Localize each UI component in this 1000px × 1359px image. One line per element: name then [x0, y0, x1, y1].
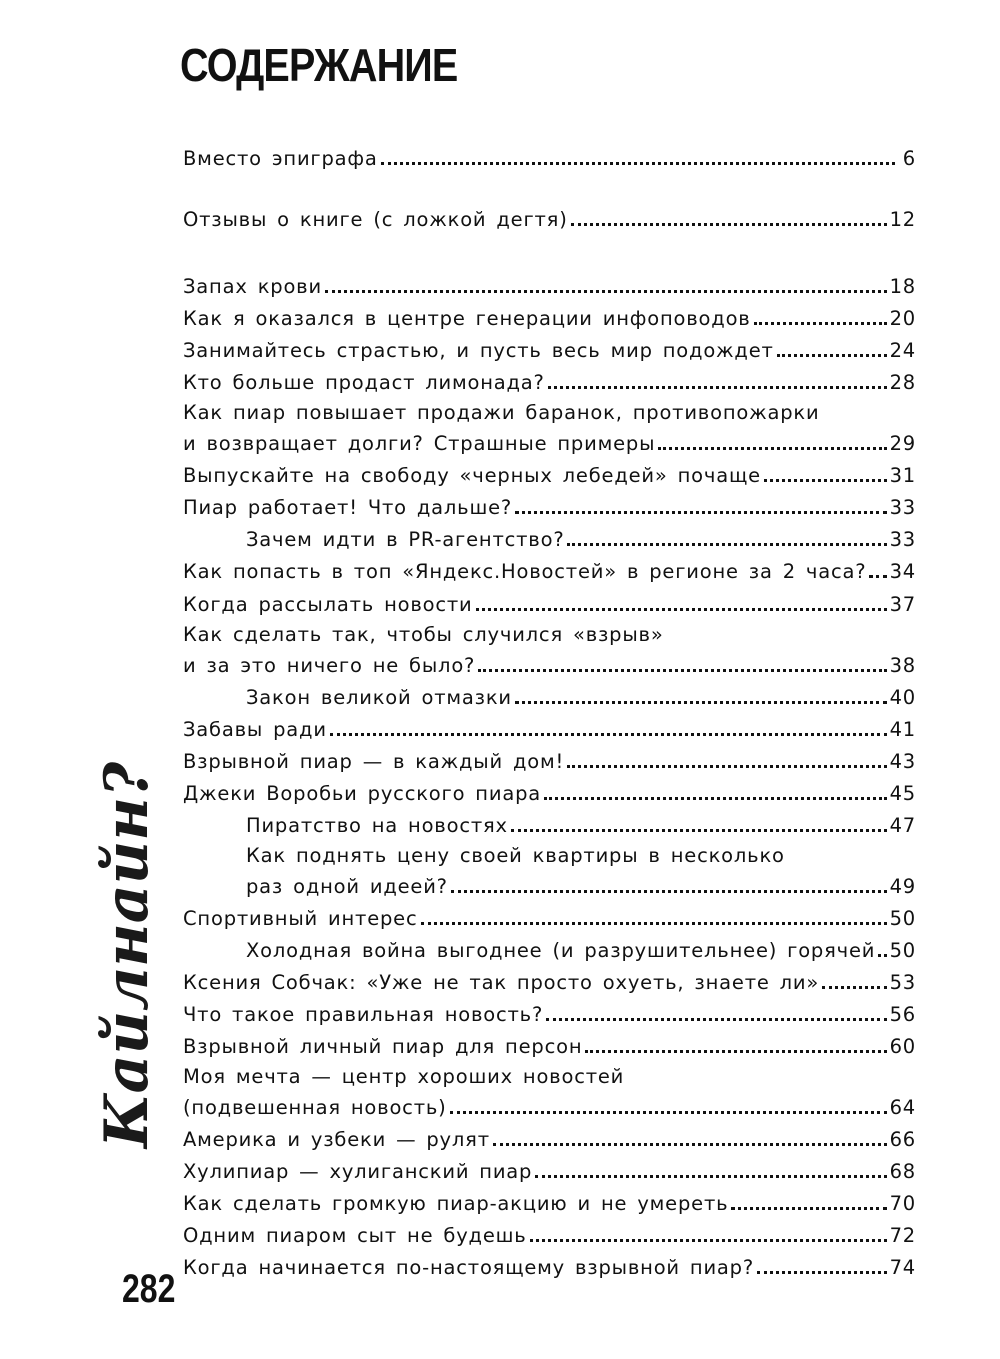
toc-subentry[interactable] — [246, 519, 916, 551]
dot-leader — [822, 986, 886, 989]
toc-entry[interactable] — [183, 330, 916, 362]
toc-entry-title: Спортивный интерес — [183, 907, 418, 930]
toc-entry-title: Забавы ради — [183, 718, 327, 741]
dot-leader — [878, 954, 886, 957]
toc-entry[interactable] — [183, 898, 916, 930]
dot-leader — [476, 608, 887, 611]
toc-entry[interactable] — [183, 1119, 916, 1151]
toc-entry-page: 41 — [889, 718, 916, 741]
toc-entry-page: 72 — [889, 1224, 916, 1247]
toc-entry-page: 50 — [889, 907, 916, 930]
dot-leader — [764, 479, 887, 482]
toc-entry-title: раз одной идеей? — [246, 875, 448, 898]
toc-entry-page: 40 — [889, 686, 916, 709]
dot-leader — [548, 386, 887, 389]
toc-entry-title: Как я оказался в центре генерации инфоповодов — [183, 307, 751, 330]
toc-entry-page: 50 — [889, 939, 916, 962]
dot-leader — [567, 765, 886, 768]
toc-entry[interactable] — [183, 1183, 916, 1215]
dot-leader — [777, 354, 887, 357]
toc-entry-page: 64 — [889, 1096, 916, 1119]
toc-entry-title: (подвешенная новость) — [183, 1096, 447, 1119]
toc-entry-title: Закон великой отмазки — [246, 686, 512, 709]
toc-entry-page: 33 — [889, 528, 916, 551]
dot-leader — [869, 575, 886, 578]
toc-entry[interactable] — [183, 1247, 916, 1279]
toc-entry-page: 53 — [889, 971, 916, 994]
toc-subentry[interactable] — [246, 805, 916, 837]
toc-entry-page: 38 — [889, 654, 916, 677]
toc-entry-page: 24 — [889, 339, 916, 362]
toc-entry-page: 56 — [889, 1003, 916, 1026]
toc-entry[interactable] — [183, 455, 916, 487]
dot-leader — [478, 669, 886, 672]
book-side-title: Кайлнайн? — [92, 761, 162, 1148]
toc-entry-page: 12 — [889, 208, 916, 231]
toc-entry-page: 43 — [889, 750, 916, 773]
toc-entry-page: 47 — [889, 814, 916, 837]
toc-entry-page: 68 — [889, 1160, 916, 1183]
toc-entry-title: Отзывы о книге (с ложкой дегтя) — [183, 208, 568, 231]
toc-entry-title: Джеки Воробьи русского пиара — [183, 782, 541, 805]
toc-entry-title: Запах крови — [183, 275, 322, 298]
page-title: СОДЕРЖАНИЕ — [180, 39, 458, 91]
toc-entry-page: 74 — [889, 1256, 916, 1279]
toc-entry[interactable] — [183, 423, 916, 455]
toc-subentry[interactable] — [246, 677, 916, 709]
toc-entry-page: 37 — [889, 593, 916, 616]
toc-entry[interactable] — [183, 487, 916, 519]
toc-entry[interactable] — [183, 1026, 916, 1058]
toc-entry-title-line1: Как поднять цену своей квартиры в несколько — [246, 844, 785, 867]
dot-leader — [515, 511, 887, 514]
toc-entry-title: Занимайтесь страстью, и пусть весь мир подождет — [183, 339, 774, 362]
toc-entry[interactable] — [183, 773, 916, 805]
dot-leader — [530, 1239, 887, 1242]
dot-leader — [757, 1271, 887, 1274]
dot-leader — [515, 701, 887, 704]
toc-entry[interactable] — [183, 645, 916, 677]
toc-entry-title: Выпускайте на свободу «черных лебедей» почаще — [183, 464, 761, 487]
toc-entry[interactable] — [183, 266, 916, 298]
toc-entry-title: Когда рассылать новости — [183, 593, 473, 616]
toc-entry[interactable] — [183, 138, 916, 170]
toc-entry-title: Пиратство на новостях — [246, 814, 508, 837]
toc-entry[interactable] — [183, 1215, 916, 1247]
toc-entry-title: Что такое правильная новость? — [183, 1003, 544, 1026]
toc-subentry[interactable] — [246, 866, 916, 898]
toc-entry-title: и возвращает долги? Страшные примеры — [183, 432, 656, 455]
dot-leader — [535, 1175, 886, 1178]
dot-leader — [567, 543, 886, 546]
toc-entry-title: и за это ничего не было? — [183, 654, 476, 677]
toc-entry-page: 66 — [889, 1128, 916, 1151]
dot-leader — [544, 797, 887, 800]
toc-entry[interactable] — [183, 298, 916, 330]
toc-entry[interactable] — [183, 709, 916, 741]
toc-entry-page: 33 — [889, 496, 916, 519]
toc-entry[interactable] — [183, 994, 916, 1026]
toc-entry-title: Вместо эпиграфа — [183, 147, 378, 170]
toc-entry-title: Когда начинается по-настоящему взрывной пиар? — [183, 1256, 754, 1279]
toc-entry-page: 18 — [889, 275, 916, 298]
dot-leader — [658, 447, 886, 450]
toc-entry-title-line1: Как пиар повышает продажи баранок, противопожарки — [183, 401, 820, 424]
toc-entry-title: Пиар работает! Что дальше? — [183, 496, 513, 519]
dot-leader — [754, 322, 887, 325]
toc-entry[interactable] — [183, 741, 916, 773]
toc-entry-page: 29 — [889, 432, 916, 455]
dot-leader — [330, 733, 887, 736]
toc-entry[interactable] — [183, 1151, 916, 1183]
toc-entry-title: Взрывной личный пиар для персон — [183, 1035, 583, 1058]
toc-entry-page: 6 — [902, 147, 916, 170]
dot-leader — [585, 1050, 886, 1053]
dot-leader — [450, 1111, 887, 1114]
toc-entry[interactable] — [183, 584, 916, 616]
toc-entry[interactable] — [183, 362, 916, 394]
dot-leader — [571, 223, 887, 226]
toc-entry-title: Ксения Собчак: «Уже не так просто охуеть, знаете ли» — [183, 971, 820, 994]
toc-entry-page: 34 — [889, 560, 916, 583]
toc-entry-title: Как попасть в топ «Яндекс.Новостей» в регионе за 2 часа? — [183, 560, 867, 583]
dot-leader — [546, 1018, 886, 1021]
toc-entry-page: 70 — [889, 1192, 916, 1215]
toc-entry-title: Зачем идти в PR-агентство? — [246, 528, 565, 551]
toc-entry-title-line1: Как сделать так, чтобы случился «взрыв» — [183, 623, 664, 646]
dot-leader — [421, 922, 887, 925]
toc-entry-page: 31 — [889, 464, 916, 487]
page-number: 282 — [122, 1267, 176, 1311]
toc-entry-title: Как сделать громкую пиар-акцию и не умереть — [183, 1192, 729, 1215]
toc-entry-page: 60 — [889, 1035, 916, 1058]
toc-entry-title: Взрывной пиар — в каждый дом! — [183, 750, 565, 773]
toc-entry-page: 45 — [889, 782, 916, 805]
dot-leader — [493, 1143, 887, 1146]
toc-entry-title: Хулипиар — хулиганский пиар — [183, 1160, 533, 1183]
toc-entry-page: 28 — [889, 371, 916, 394]
dot-leader — [325, 290, 887, 293]
toc-entry-title: Холодная война выгоднее (и разрушительнее) горячей — [246, 939, 876, 962]
toc-subentry[interactable] — [246, 930, 916, 962]
toc-entry[interactable] — [183, 551, 916, 583]
dot-leader — [511, 829, 887, 832]
dot-leader — [381, 162, 895, 165]
dot-leader — [731, 1207, 886, 1210]
dot-leader — [451, 890, 887, 893]
toc-entry-page: 49 — [889, 875, 916, 898]
toc-entry-title: Америка и узбеки — рулят — [183, 1128, 490, 1151]
toc-entry[interactable] — [183, 962, 916, 994]
toc-entry[interactable] — [183, 1087, 916, 1119]
toc-entry-title: Одним пиаром сыт не будешь — [183, 1224, 527, 1247]
toc-entry-title: Кто больше продаст лимонада? — [183, 371, 545, 394]
toc-entry[interactable] — [183, 199, 916, 231]
toc-entry-page: 20 — [889, 307, 916, 330]
toc-entry-title-line1: Моя мечта — центр хороших новостей — [183, 1065, 625, 1088]
